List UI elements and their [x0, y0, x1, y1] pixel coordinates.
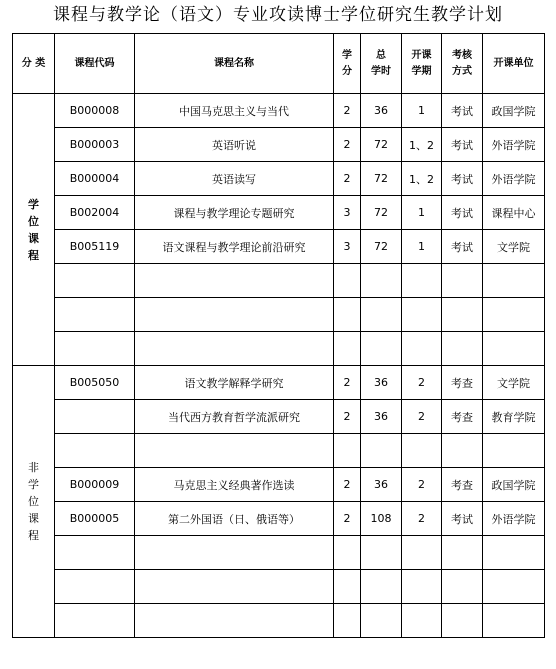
course-unit: 教育学院: [483, 400, 545, 434]
header-hours-line: 学时: [371, 65, 391, 77]
course-name: 马克思主义经典著作选读: [135, 468, 334, 502]
table-row-empty: [13, 434, 545, 468]
course-credit: 2: [334, 366, 361, 400]
category-char: 程: [28, 529, 39, 542]
header-exam-line: 方式: [452, 65, 472, 77]
table-row: [13, 502, 545, 536]
course-credit: 2: [334, 128, 361, 162]
course-name: 课程与教学理论专题研究: [135, 196, 334, 230]
category-char: 学: [28, 197, 39, 211]
table-row: [13, 468, 545, 502]
course-hours: 72: [361, 196, 402, 230]
course-exam: 考试: [442, 230, 483, 264]
header-credit-line: 分: [342, 65, 352, 77]
course-name: 当代西方教育哲学流派研究: [135, 400, 334, 434]
course-credit: 3: [334, 196, 361, 230]
header-exam: [442, 34, 483, 94]
table-row: [13, 196, 545, 230]
course-term: 1、2: [402, 162, 442, 196]
header-credit: [334, 34, 361, 94]
table-row-empty: [13, 298, 545, 332]
course-code: [55, 400, 135, 434]
course-code: B000009: [55, 468, 135, 502]
course-code: B005119: [55, 230, 135, 264]
course-unit: 文学院: [483, 366, 545, 400]
course-exam: 考查: [442, 400, 483, 434]
category-char: 学: [28, 478, 39, 491]
header-hours-line: 总: [376, 49, 386, 61]
course-exam: 考试: [442, 196, 483, 230]
table-row: [13, 94, 545, 128]
category-char: 位: [28, 214, 39, 228]
course-unit: 课程中心: [483, 196, 545, 230]
category-char: 课: [28, 512, 39, 525]
table-row: [13, 366, 545, 400]
table-row: [13, 162, 545, 196]
course-code: B000005: [55, 502, 135, 536]
table-row: [13, 230, 545, 264]
header-category: 分 类: [13, 34, 55, 94]
course-code: B002004: [55, 196, 135, 230]
curriculum-table: [12, 33, 545, 638]
course-unit: 外语学院: [483, 128, 545, 162]
course-term: 1: [402, 196, 442, 230]
course-credit: 2: [334, 162, 361, 196]
table-row-empty: [13, 264, 545, 298]
course-exam: 考试: [442, 128, 483, 162]
table-row-empty: [13, 570, 545, 604]
header-unit: 开课单位: [483, 34, 545, 94]
course-exam: 考试: [442, 162, 483, 196]
course-term: 2: [402, 366, 442, 400]
category-char: 非: [28, 461, 39, 474]
course-hours: 36: [361, 366, 402, 400]
course-code: B000008: [55, 94, 135, 128]
course-name: 语文课程与教学理论前沿研究: [135, 230, 334, 264]
course-name: 英语听说: [135, 128, 334, 162]
course-hours: 36: [361, 468, 402, 502]
table-row-empty: [13, 604, 545, 638]
table-row-empty: [13, 332, 545, 366]
course-name: 语文教学解释学研究: [135, 366, 334, 400]
category-nondegree: [13, 366, 55, 638]
page-title: 课程与教学论（语文）专业攻读博士学位研究生教学计划: [53, 5, 503, 25]
header-row: [13, 34, 545, 94]
course-term: 2: [402, 502, 442, 536]
header-term: [402, 34, 442, 94]
header-term-line: 学期: [411, 65, 432, 77]
header-exam-line: 考核: [452, 49, 472, 61]
course-code: B005050: [55, 366, 135, 400]
course-unit: 政国学院: [483, 94, 545, 128]
table-row: [13, 400, 545, 434]
course-credit: 2: [334, 94, 361, 128]
course-exam: 考试: [442, 502, 483, 536]
course-exam: 考查: [442, 468, 483, 502]
course-term: 2: [402, 468, 442, 502]
course-unit: 外语学院: [483, 502, 545, 536]
course-credit: 2: [334, 468, 361, 502]
course-term: 2: [402, 400, 442, 434]
course-unit: 文学院: [483, 230, 545, 264]
header-hours: [361, 34, 402, 94]
course-unit: 政国学院: [483, 468, 545, 502]
table-row-empty: [13, 536, 545, 570]
header-code: 课程代码: [55, 34, 135, 94]
course-hours: 108: [361, 502, 402, 536]
course-credit: 3: [334, 230, 361, 264]
course-exam: 考试: [442, 94, 483, 128]
course-hours: 36: [361, 400, 402, 434]
course-name: 第二外国语（日、俄语等）: [135, 502, 334, 536]
course-hours: 36: [361, 94, 402, 128]
course-term: 1、2: [402, 128, 442, 162]
category-char: 程: [28, 248, 39, 262]
course-hours: 72: [361, 230, 402, 264]
table-row: [13, 128, 545, 162]
course-code: B000003: [55, 128, 135, 162]
course-name: 英语读写: [135, 162, 334, 196]
header-credit-line: 学: [342, 49, 352, 61]
header-term-line: 开课: [411, 49, 432, 61]
course-unit: 外语学院: [483, 162, 545, 196]
category-char: 位: [28, 495, 39, 508]
course-credit: 2: [334, 502, 361, 536]
course-term: 1: [402, 230, 442, 264]
course-hours: 72: [361, 162, 402, 196]
course-hours: 72: [361, 128, 402, 162]
course-term: 1: [402, 94, 442, 128]
course-credit: 2: [334, 400, 361, 434]
course-exam: 考查: [442, 366, 483, 400]
category-degree: [13, 94, 55, 366]
course-name: 中国马克思主义与当代: [135, 94, 334, 128]
category-char: 课: [28, 231, 39, 245]
header-name: 课程名称: [135, 34, 334, 94]
course-code: B000004: [55, 162, 135, 196]
